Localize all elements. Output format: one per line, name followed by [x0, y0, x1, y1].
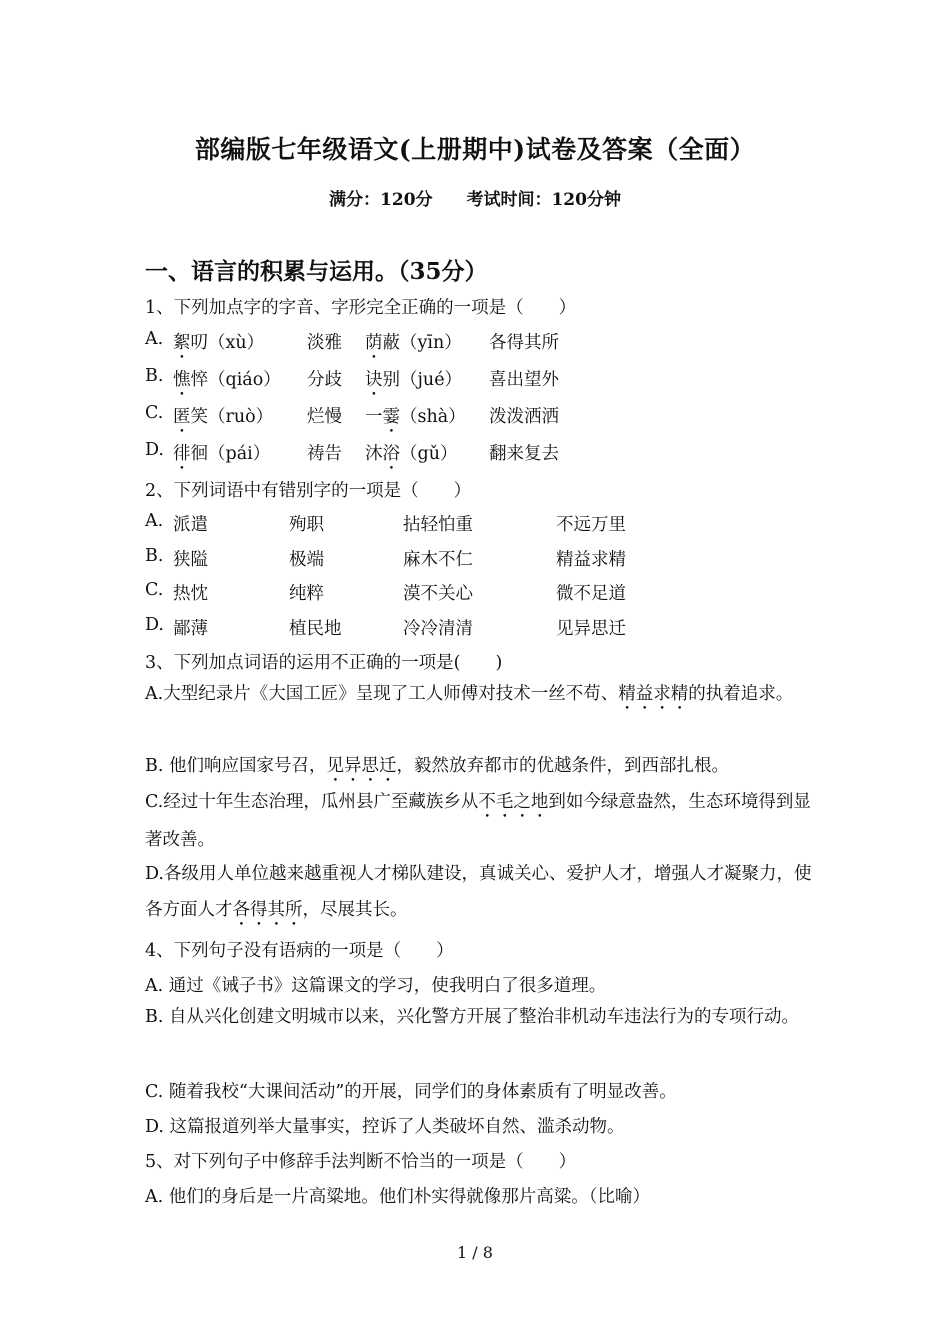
- option-word: 徘徊（pái）: [173, 444, 271, 464]
- option-word: 鄙薄: [173, 619, 208, 639]
- option-word: 淡雅: [307, 333, 342, 353]
- question-1-stem: 1、下列加点字的字音、字形完全正确的一项是（ ）: [145, 298, 577, 318]
- option-word: 荫蔽（yīn）: [365, 333, 462, 353]
- option-word: 热忱: [173, 584, 208, 604]
- option-word: 植民地: [289, 619, 342, 639]
- option-label: B.: [145, 546, 164, 566]
- option-word: 派遣: [173, 515, 208, 535]
- option-word: 分歧: [307, 370, 342, 390]
- dotted-phrase: 不毛之地: [478, 792, 549, 812]
- option-word: 翻来复去: [489, 444, 559, 464]
- option-word: 拈轻怕重: [403, 515, 473, 535]
- question-4-stem: 4、下列句子没有语病的一项是（ ）: [145, 941, 454, 961]
- option-label: B.: [145, 366, 164, 386]
- question-5-option-a: A. 他们的身后是一片高粱地。他们朴实得就像那片高粱。（比喻）: [145, 1187, 651, 1207]
- exam-info: [0, 185, 950, 210]
- question-5-stem: 5、对下列句子中修辞手法判断不恰当的一项是（ ）: [145, 1152, 577, 1172]
- option-word: 精益求精: [556, 550, 626, 570]
- dotted-phrase: 精益求精: [618, 684, 689, 704]
- option-word: 烂慢: [307, 407, 342, 427]
- option-label: D.: [145, 440, 164, 460]
- option-word: 冷冷清清: [403, 619, 473, 639]
- question-4-option-d: D. 这篇报道列举大量事实，控诉了人类破坏自然、滥杀动物。: [145, 1117, 625, 1137]
- option-word: 诀别（jué）: [365, 370, 463, 390]
- option-word: 漠不关心: [403, 584, 473, 604]
- option-word: 极端: [289, 550, 324, 570]
- option-word: 一霎（shà）: [365, 407, 466, 427]
- dotted-char: 浴: [382, 444, 400, 464]
- full-score: 满分：120分: [329, 190, 433, 210]
- section-heading: 一、语言的积累与运用。（35分）: [145, 258, 488, 285]
- dotted-char: 絮: [173, 333, 191, 353]
- option-word: 匿笑（ruò）: [173, 407, 274, 427]
- option-word: 狭隘: [173, 550, 208, 570]
- dotted-char: 徘: [173, 444, 191, 464]
- question-3-stem: 3、下列加点词语的运用不正确的一项是( ): [145, 653, 503, 673]
- option-label: A.: [145, 511, 164, 531]
- option-word: 祷告: [307, 444, 342, 464]
- option-label: A.: [145, 329, 164, 349]
- option-word: 纯粹: [289, 584, 324, 604]
- dotted-char: 匿: [173, 407, 191, 427]
- question-4-option-b: B. 自从兴化创建文明城市以来，兴化警方开展了整治非机动车违法行为的专项行动。: [145, 1007, 799, 1027]
- exam-time: 考试时间：120分钟: [466, 190, 621, 210]
- question-3-option-a: A.大型纪录片《大国工匠》呈现了工人师傅对技术一丝不苟、精益求精的执着追求。: [145, 684, 794, 704]
- dotted-phrase: 见异思迁: [326, 756, 397, 776]
- question-4-option-a: A. 通过《诫子书》这篇课文的学习，使我明白了很多道理。: [145, 976, 607, 996]
- option-word: 絮叨（xù）: [173, 333, 265, 353]
- question-3-option-b: B. 他们响应国家号召，见异思迁，毅然放弃都市的优越条件，到西部扎根。: [145, 756, 729, 776]
- option-label: C.: [145, 403, 164, 423]
- dotted-char: 憔: [173, 370, 191, 390]
- option-word: 憔悴（qiáo）: [173, 370, 281, 390]
- dotted-char: 霎: [382, 407, 400, 427]
- question-4-option-c: C. 随着我校“大课间活动”的开展，同学们的身体素质有了明显改善。: [145, 1082, 677, 1102]
- option-word: 沐浴（gǔ）: [365, 444, 458, 464]
- question-2-stem: 2、下列词语中有错别字的一项是（ ）: [145, 481, 472, 501]
- option-word: 泼泼洒洒: [489, 407, 559, 427]
- option-word: 微不足道: [556, 584, 626, 604]
- option-word: 见异思迁: [556, 619, 626, 639]
- dotted-phrase: 各得其所: [232, 900, 303, 920]
- option-word: 殉职: [289, 515, 324, 535]
- option-label: D.: [145, 615, 164, 635]
- page-title: 部编版七年级语文(上册期中)试卷及答案（全面）: [194, 135, 756, 164]
- option-word: 麻木不仁: [403, 550, 473, 570]
- dotted-char: 诀: [365, 370, 383, 390]
- option-word: 喜出望外: [489, 370, 559, 390]
- question-3-option-c: C.经过十年生态治理，瓜州县广至藏族乡从不毛之地到如今绿意盎然，生态环境得到显著改善。: [145, 792, 811, 850]
- page-number: 1 / 8: [457, 1243, 493, 1262]
- option-word: 不远万里: [556, 515, 626, 535]
- option-label: C.: [145, 580, 164, 600]
- dotted-char: 荫: [365, 333, 383, 353]
- question-3-option-d: D.各级用人单位越来越重视人才梯队建设，真诚关心、爱护人才，增强人才凝聚力，使各方面人才各得其所，尽展其长。: [145, 864, 812, 920]
- option-word: 各得其所: [489, 333, 559, 353]
